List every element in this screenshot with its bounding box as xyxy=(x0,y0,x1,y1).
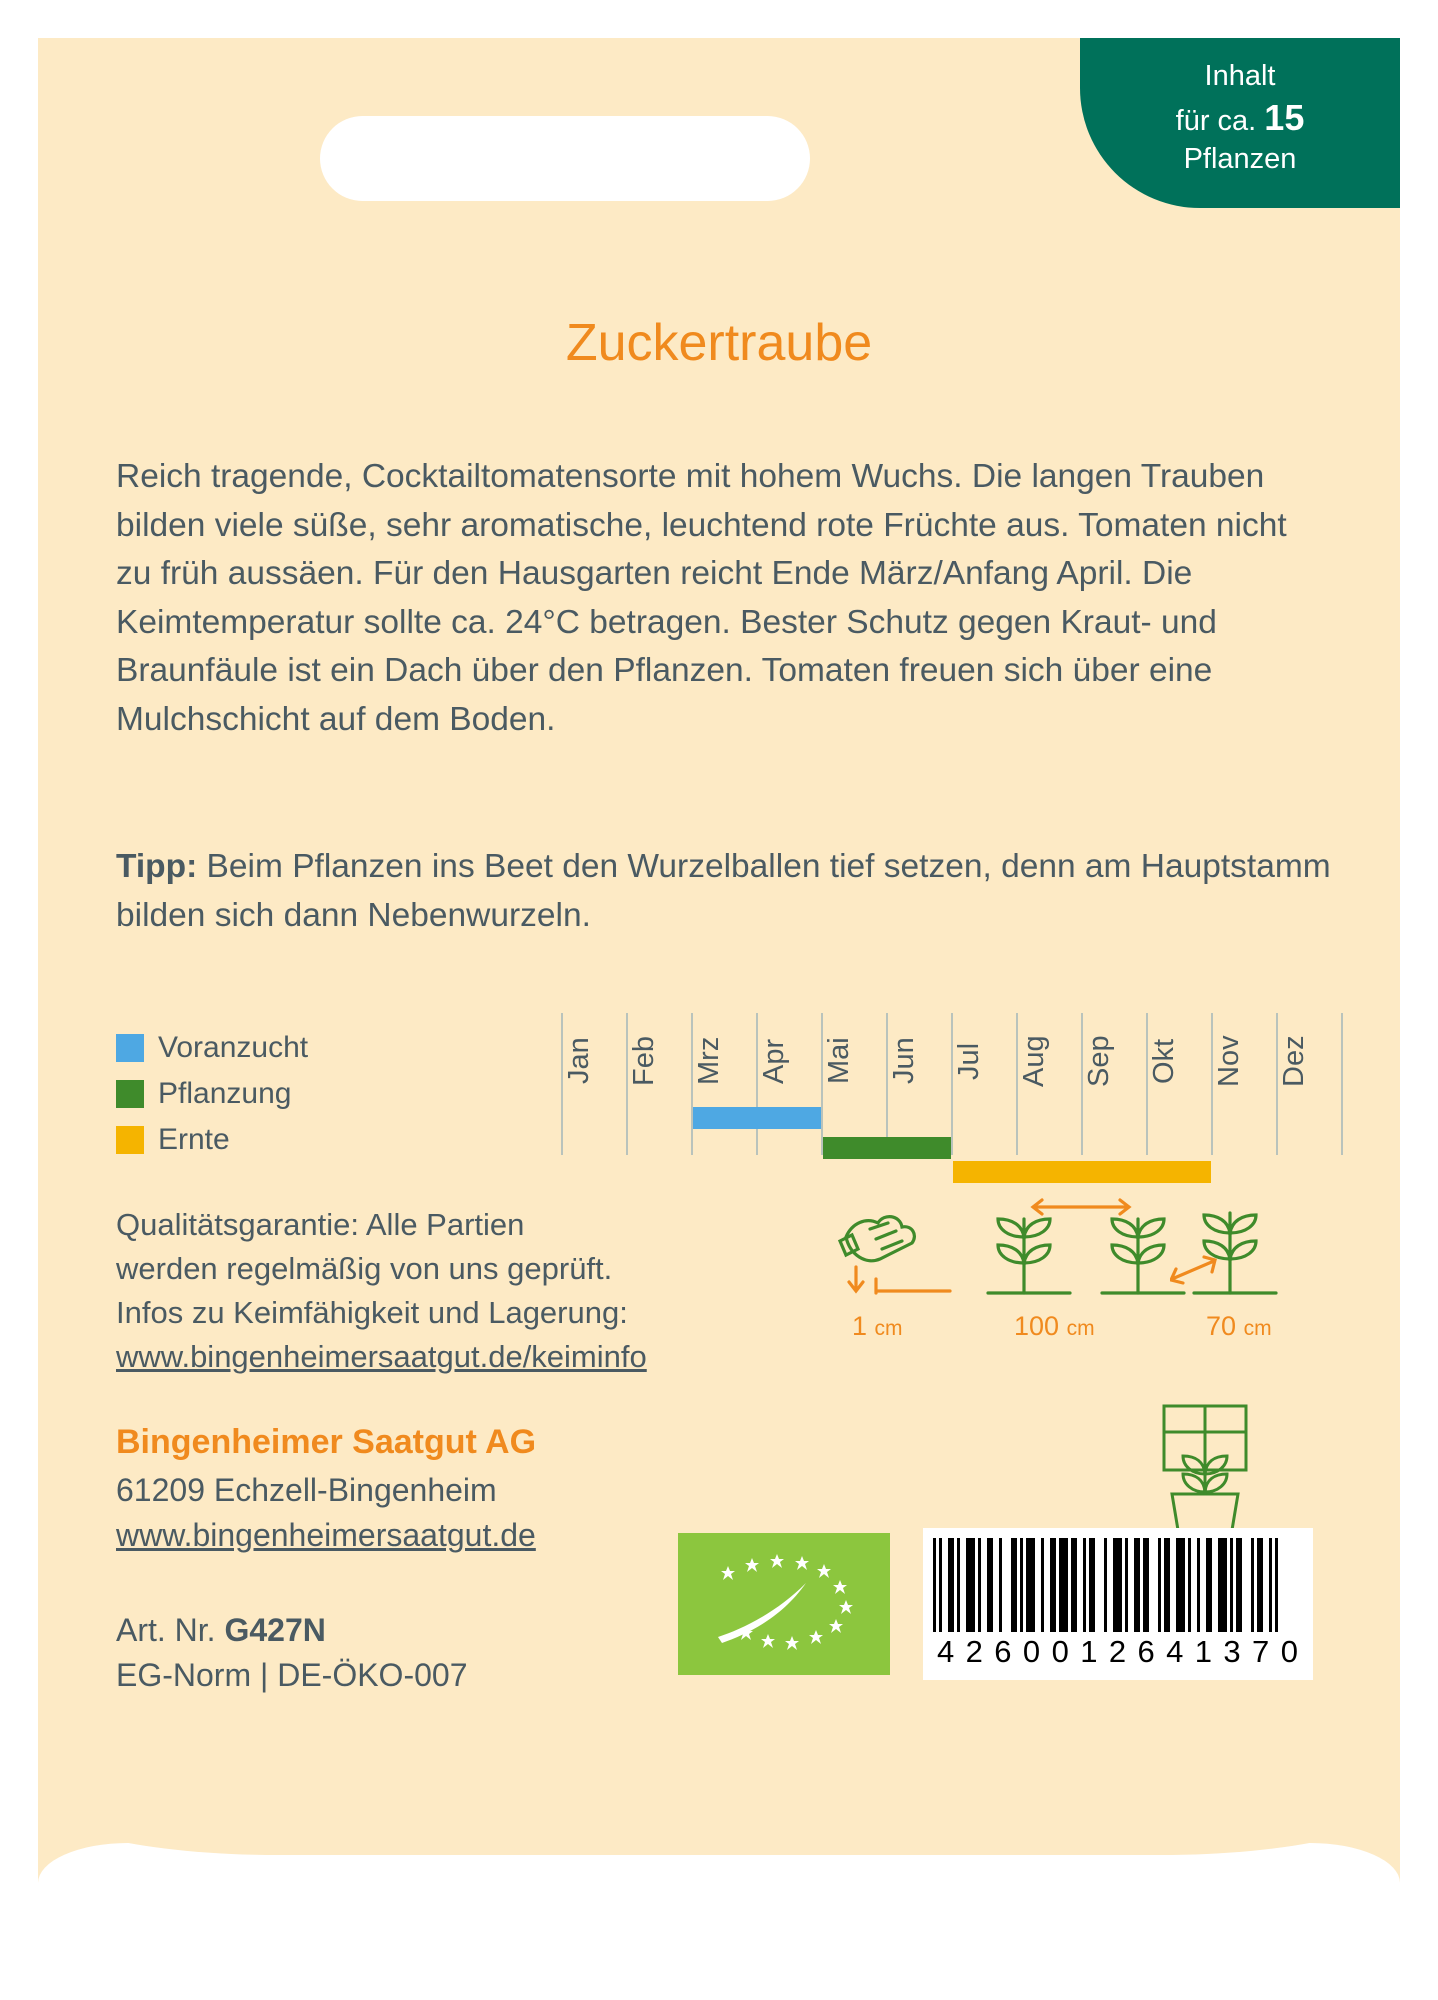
greenhouse-icon xyxy=(1150,1398,1260,1538)
hang-hole xyxy=(320,116,810,201)
legend-label: Pflanzung xyxy=(158,1077,292,1110)
company-name: Bingenheimer Saatgut AG xyxy=(116,1423,537,1461)
month-column-apr: Apr xyxy=(756,1013,821,1155)
seed-packet xyxy=(38,38,1400,1963)
pictogram-group xyxy=(818,1193,1338,1393)
content-badge xyxy=(1080,38,1400,208)
company-address: 61209 Echzell-Bingenheim xyxy=(116,1472,497,1508)
eu-leaf-stars xyxy=(678,1533,890,1675)
badge-line-2 xyxy=(1080,95,1400,141)
bar-ernte xyxy=(953,1161,1211,1183)
badge-prefix: für ca. xyxy=(1175,105,1265,138)
legend-item xyxy=(116,1031,308,1065)
month-column-jun: Jun xyxy=(886,1013,951,1155)
article-number: G427N xyxy=(224,1612,326,1648)
bar-voranzucht xyxy=(693,1107,821,1129)
calendar-legend xyxy=(116,1031,308,1169)
calendar-grid xyxy=(561,1013,1341,1188)
month-column-feb: Feb xyxy=(626,1013,691,1155)
month-column-nov: Nov xyxy=(1211,1013,1276,1155)
swatch-ernte xyxy=(116,1126,144,1154)
month-column-jan: Jan xyxy=(561,1013,626,1155)
tip-body: Beim Pflanzen ins Beet den Wurzelballen tief setzen, denn am Hauptstamm bilden sich dann Nebenwurzeln. xyxy=(116,848,1331,934)
bottom-edge xyxy=(38,1843,1400,1963)
quality-line-2: werden regelmäßig von uns geprüft. xyxy=(116,1251,613,1287)
eg-norm: EG-Norm | DE-ÖKO-007 xyxy=(116,1657,468,1694)
month-column-jul: Jul xyxy=(951,1013,1016,1155)
article-label: Art. Nr. xyxy=(116,1612,225,1648)
legend-item xyxy=(116,1123,308,1157)
tip-label: Tipp: xyxy=(116,848,198,885)
badge-line-3: Pflanzen xyxy=(1183,143,1297,176)
swatch-voranzucht xyxy=(116,1034,144,1062)
company-website[interactable]: www.bingenheimersaatgut.de xyxy=(116,1517,536,1554)
quality-guarantee xyxy=(116,1203,776,1379)
month-column-mai: Mai xyxy=(821,1013,886,1155)
sowing-calendar xyxy=(116,1013,1341,1188)
barcode-bars xyxy=(933,1538,1303,1632)
legend-item xyxy=(116,1077,308,1111)
barcode-digits: 4 2 6 0 0 1 2 6 4 1 3 7 0 xyxy=(937,1634,1299,1669)
swatch-pflanzung xyxy=(116,1080,144,1108)
bar-pflanzung xyxy=(823,1137,951,1159)
quality-line-1: Qualitätsgarantie: Alle Partien xyxy=(116,1207,525,1242)
plant-spacing-label: 70 cm xyxy=(1206,1311,1272,1341)
sowing-depth-icon xyxy=(818,1193,958,1323)
article-number-line xyxy=(116,1608,467,1653)
quality-line-3: Infos zu Keimfähigkeit und Lagerung: xyxy=(116,1295,628,1331)
month-column-sep: Sep xyxy=(1081,1013,1146,1155)
tip-text xyxy=(116,843,1346,940)
barcode xyxy=(923,1528,1313,1680)
bottom-edge-curve xyxy=(38,1795,1400,1855)
month-column-okt: Okt xyxy=(1146,1013,1211,1155)
month-column-mrz: Mrz xyxy=(691,1013,756,1155)
keiminfo-link[interactable]: www.bingenheimersaatgut.de/keiminfo xyxy=(116,1339,647,1375)
sowing-depth-label: 1 cm xyxy=(852,1311,903,1341)
legend-label: Voranzucht xyxy=(158,1031,309,1064)
eu-organic-logo xyxy=(678,1533,890,1675)
badge-count: 15 xyxy=(1264,97,1305,139)
row-spacing-label: 100 cm xyxy=(1014,1311,1095,1341)
page-title: Zuckertraube xyxy=(565,314,873,372)
legend-label: Ernte xyxy=(158,1123,230,1156)
plant-spacing-icon xyxy=(1170,1193,1290,1323)
month-column-dez: Dez xyxy=(1276,1013,1341,1155)
article-block xyxy=(116,1608,467,1699)
description-text: Reich tragende, Cocktailtomatensorte mit hohem Wuchs. Die langen Trauben bilden viele süße, sehr aromatische, leuchtend rote Früchte aus. Tomaten nicht zu früh aussäen. Für den Hausgarten reicht Ende März/Anfang April. Die Keimtemperatur sollte ca. 24°C betragen. Bester Schutz gegen Kraut- und Braunfäule ist ein Dach über den Pflanzen. Tomaten freuen sich über eine Mulchschicht auf dem Boden. xyxy=(116,458,1287,738)
badge-line-1: Inhalt xyxy=(1204,60,1276,92)
month-column-aug: Aug xyxy=(1016,1013,1081,1155)
month-column-end xyxy=(1341,1013,1400,1155)
